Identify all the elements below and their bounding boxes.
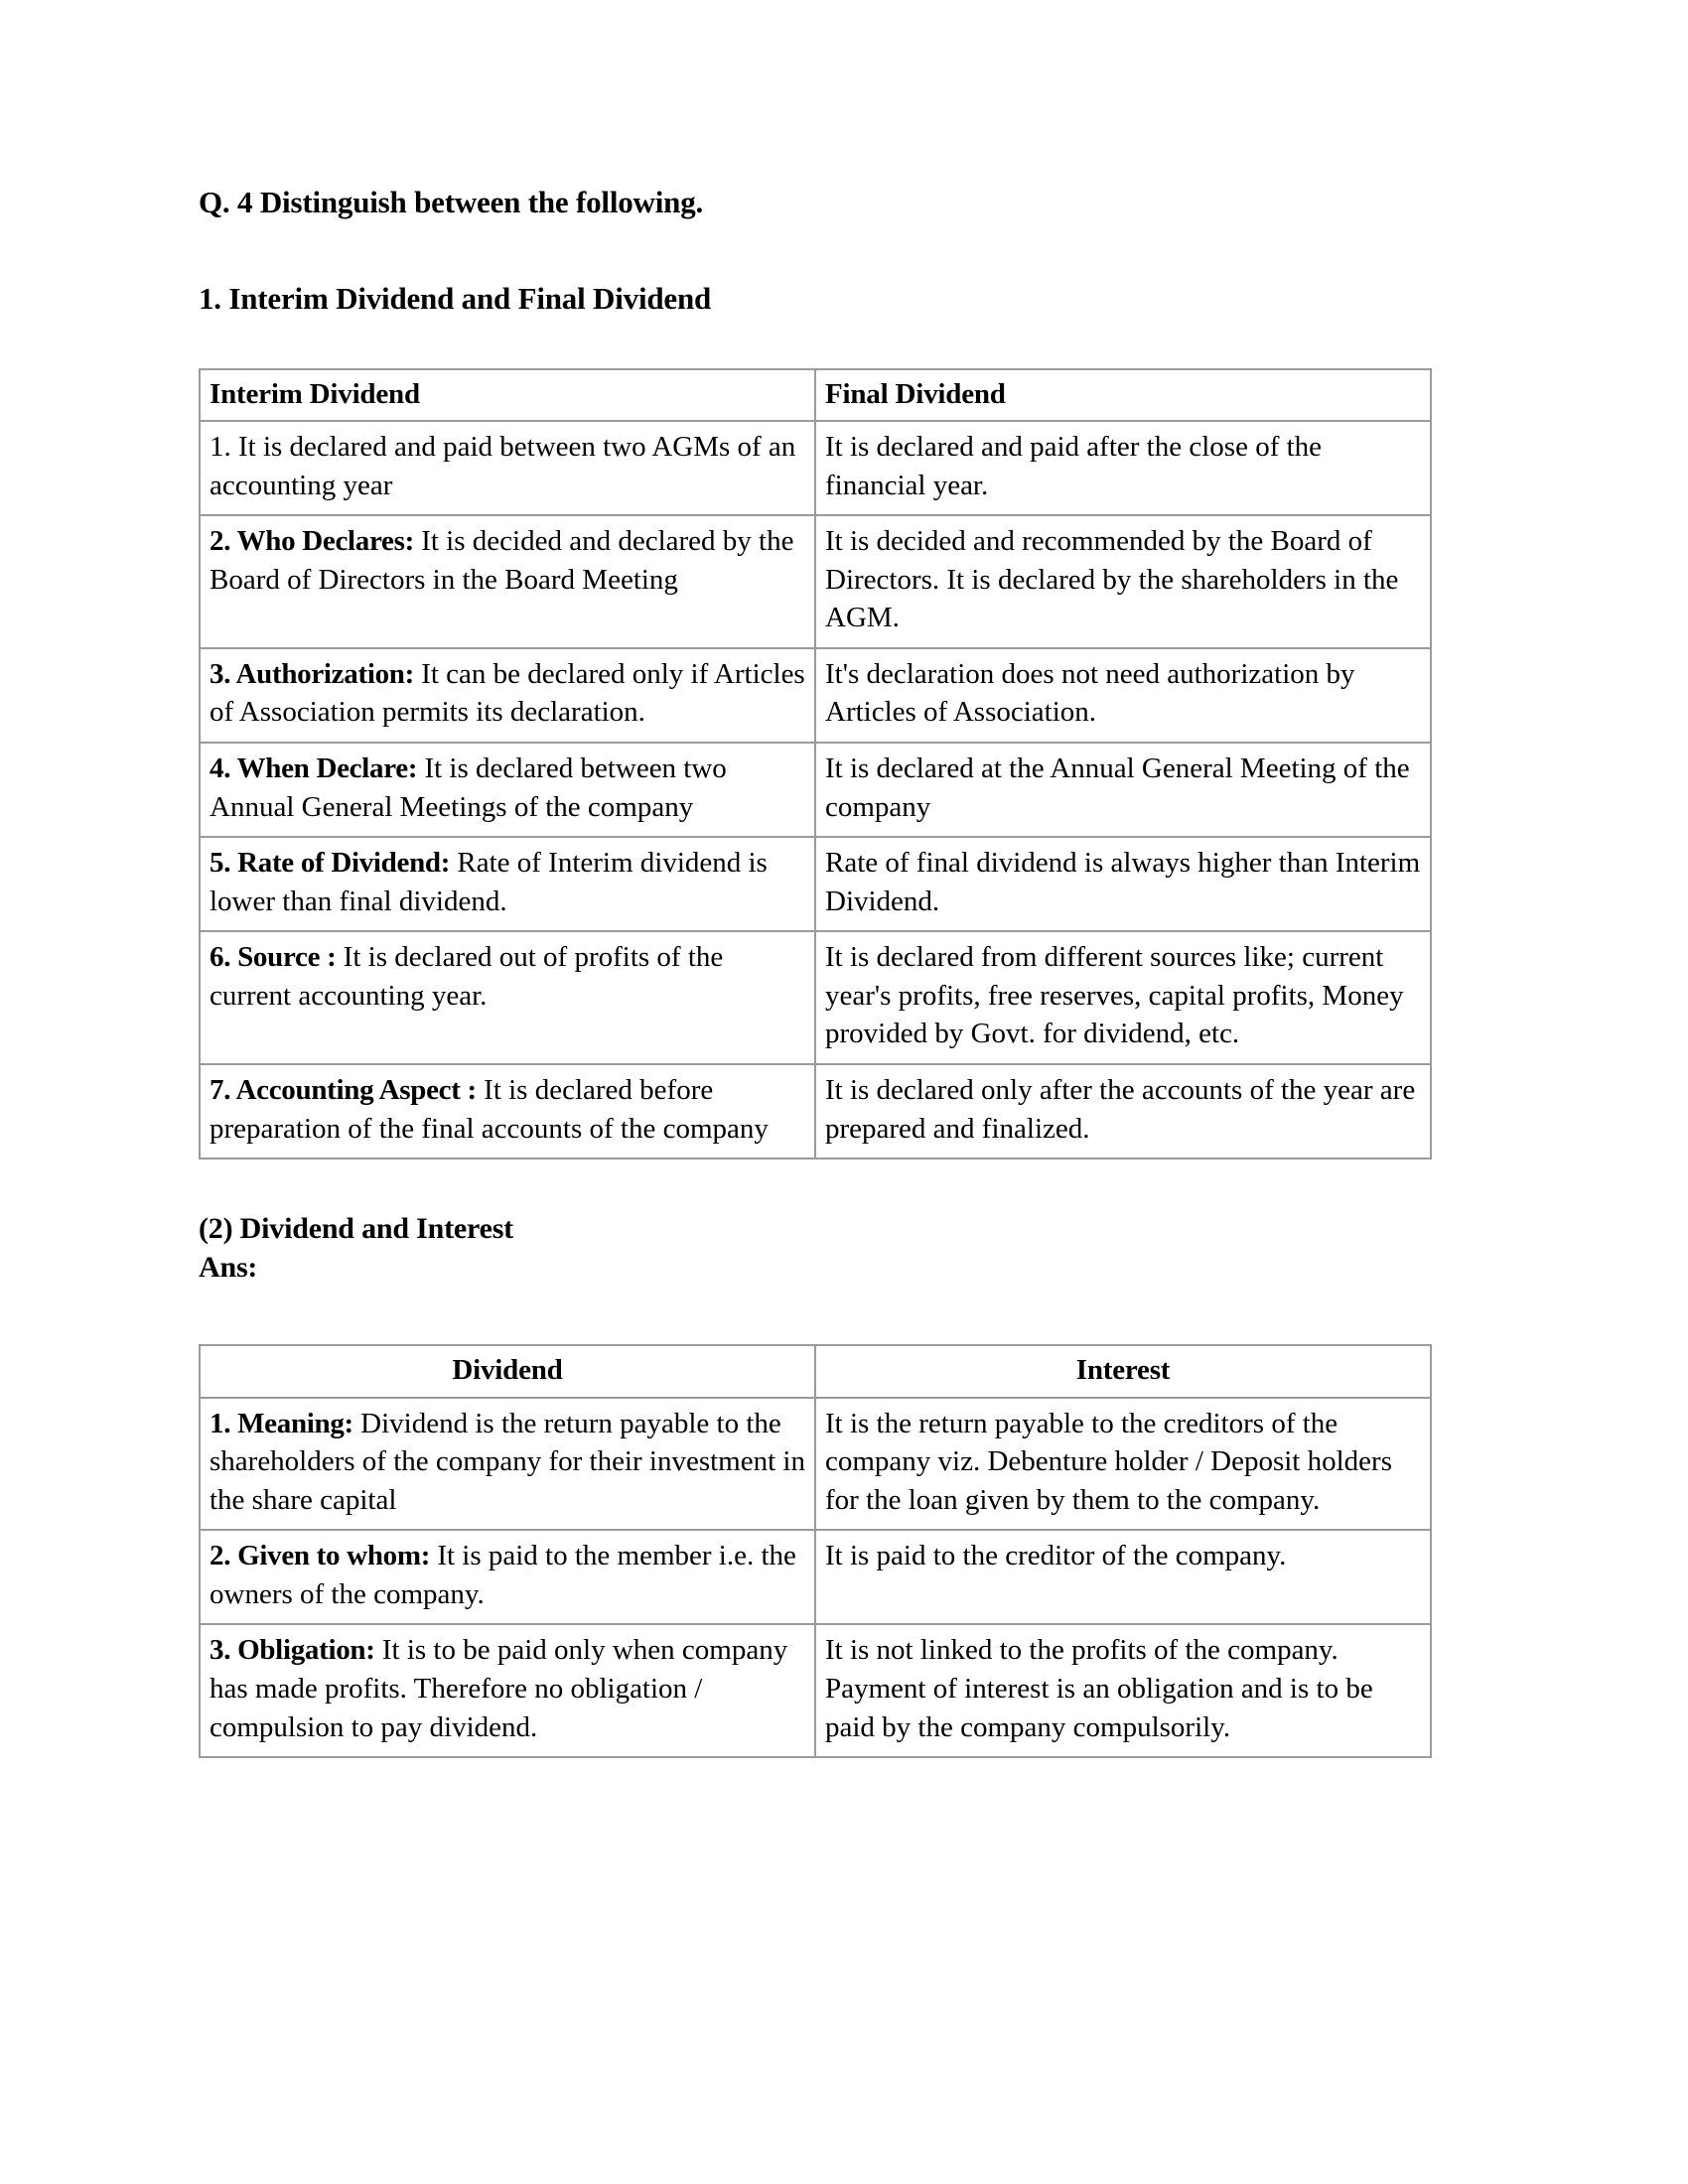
table-header-row <box>200 369 1431 422</box>
table1-cell-right: It is declared from different sources like; current year's profits, free reserves, capital profits, Money provided by Govt. for dividend, etc. <box>815 931 1431 1064</box>
section-2-heading: (2) Dividend and Interest <box>199 1212 513 1246</box>
row-lead-label: 1. Meaning: <box>210 1407 353 1439</box>
table1-cell-left <box>200 421 815 515</box>
row-lead-label: 3. Authorization: <box>210 657 414 690</box>
section-2-answer-label: Ans: <box>199 1251 258 1285</box>
table1-cell-right: It's declaration does not need authorization by Articles of Association. <box>815 648 1431 743</box>
table-row <box>200 1624 1431 1757</box>
row-body-text: 1. It is declared and paid between two AGMs of an accounting year <box>210 431 796 501</box>
table2-cell-left <box>200 1398 815 1531</box>
row-body-text: It is declared between two Annual General Meetings of the company <box>210 752 727 823</box>
row-body-text: It is declared out of profits of the current accounting year. <box>210 941 724 1012</box>
row-lead-label: 2. Who Declares: <box>210 525 414 558</box>
row-lead-label: 4. When Declare: <box>210 752 418 784</box>
table1-cell-left <box>200 837 815 931</box>
table-row <box>200 421 1431 515</box>
comparison-table-interim-vs-final <box>199 368 1432 1160</box>
table-header-row <box>200 1345 1431 1398</box>
table1-cell-left <box>200 931 815 1064</box>
row-lead-label: 7. Accounting Aspect : <box>210 1073 477 1106</box>
row-lead-label: 3. Obligation: <box>210 1634 375 1667</box>
table1-cell-right: It is declared only after the accounts of the year are prepared and finalized. <box>815 1064 1431 1159</box>
section-1-heading: 1. Interim Dividend and Final Dividend <box>199 280 712 316</box>
row-lead-label: 2. Given to whom: <box>210 1540 431 1572</box>
table2-cell-left <box>200 1530 815 1624</box>
comparison-table-dividend-vs-interest <box>199 1344 1432 1758</box>
table1-cell-left <box>200 515 815 648</box>
table-row <box>200 515 1431 648</box>
row-body-text: It can be declared only if Articles of Association permits its declaration. <box>210 657 805 729</box>
page-title: Q. 4 Distinguish between the following. <box>199 185 704 219</box>
table2-cell-right: It is not linked to the profits of the company. Payment of interest is an obligation and is to be paid by the company compulsorily. <box>815 1624 1431 1757</box>
table1-cell-right: It is decided and recommended by the Board of Directors. It is declared by the shareholders in the AGM. <box>815 515 1431 648</box>
table2-header-right: Interest <box>815 1345 1431 1398</box>
table2-cell-right: It is the return payable to the creditors of the company viz. Debenture holder / Deposit holders for the loan given by them to the company. <box>815 1398 1431 1531</box>
table-row <box>200 1530 1431 1624</box>
document-content <box>199 184 1445 1758</box>
table2-header-left: Dividend <box>200 1345 815 1398</box>
table2-cell-right: It is paid to the creditor of the company. <box>815 1530 1431 1624</box>
row-body-text: Rate of Interim dividend is lower than final dividend. <box>210 847 768 917</box>
table1-cell-right: Rate of final dividend is always higher than Interim Dividend. <box>815 837 1431 931</box>
table-row <box>200 648 1431 743</box>
row-body-text: It is decided and declared by the Board of Directors in the Board Meeting <box>210 525 794 596</box>
table-row <box>200 837 1431 931</box>
table1-cell-left <box>200 743 815 837</box>
table-row <box>200 1398 1431 1531</box>
row-body-text: Dividend is the return payable to the shareholders of the company for their investment in the share capital <box>210 1407 805 1516</box>
row-body-text: It is declared before preparation of the final accounts of the company <box>210 1073 769 1145</box>
table1-header-right: Final Dividend <box>815 369 1431 422</box>
table1-cell-left <box>200 1064 815 1159</box>
table1-cell-left <box>200 648 815 743</box>
row-lead-label: 6. Source : <box>210 941 337 974</box>
table1-cell-right: It is declared and paid after the close of the financial year. <box>815 421 1431 515</box>
table1-cell-right: It is declared at the Annual General Meeting of the company <box>815 743 1431 837</box>
table2-cell-left <box>200 1624 815 1757</box>
row-body-text: It is paid to the member i.e. the owners of the company. <box>210 1540 796 1610</box>
table-row <box>200 743 1431 837</box>
spacer <box>199 1160 1445 1209</box>
row-body-text: It is to be paid only when company has made profits. Therefore no obligation / compulsion to pay dividend. <box>210 1634 788 1743</box>
table-row <box>200 1064 1431 1159</box>
table-row <box>200 931 1431 1064</box>
table1-header-left: Interim Dividend <box>200 369 815 422</box>
row-lead-label: 5. Rate of Dividend: <box>210 847 451 880</box>
